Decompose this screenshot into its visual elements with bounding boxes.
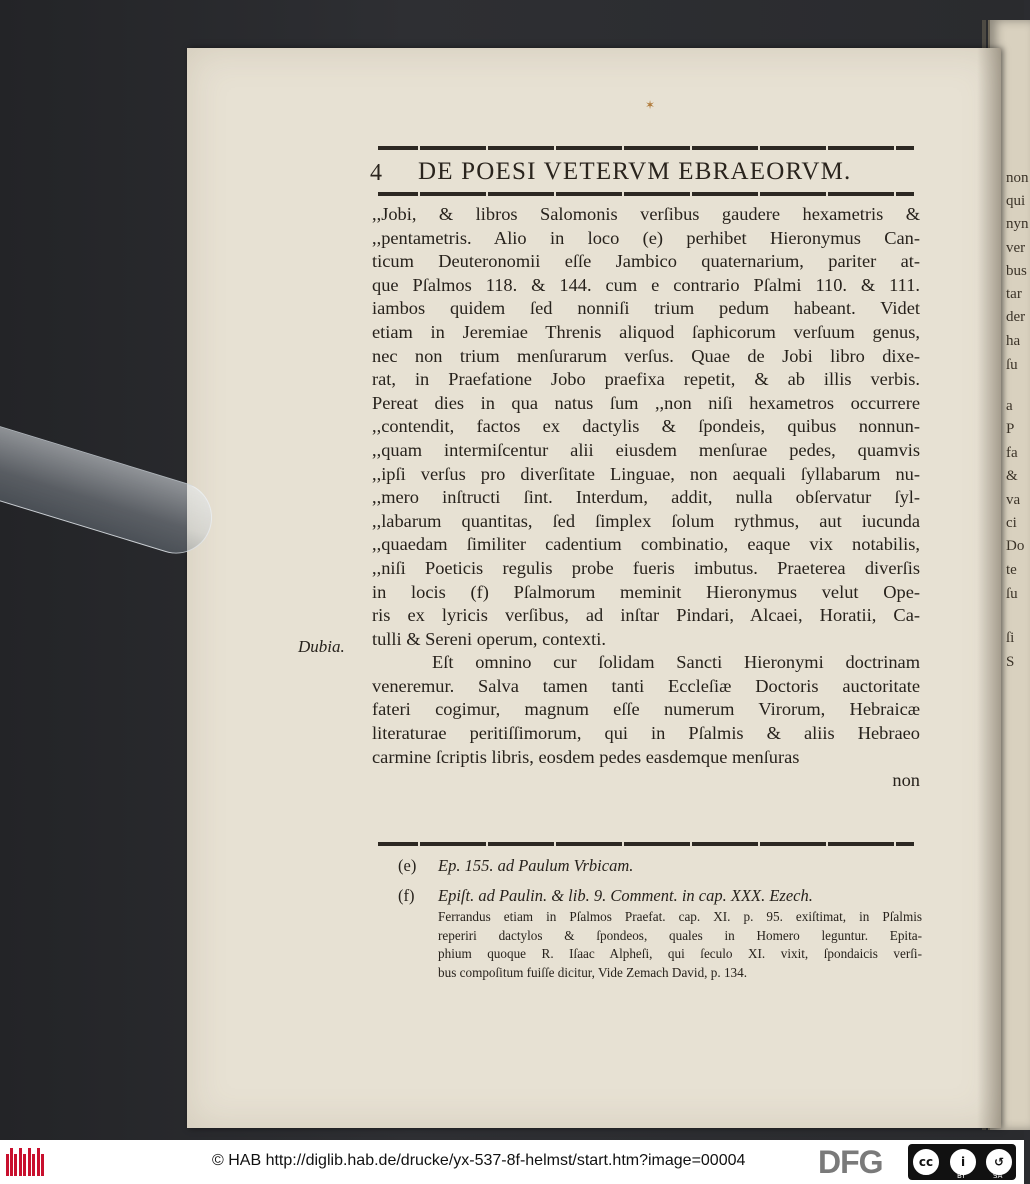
text-line: ticum Deuteronomii eſſe Jambico quaternarium, pariter at- — [372, 251, 920, 272]
text-line: ,,quam intermiſcentur alii eiusdem menſurae pedes, quamvis — [372, 439, 920, 460]
hab-logo-bar — [19, 1148, 22, 1176]
adjacent-page-fragment: ſi — [1006, 630, 1015, 646]
footnote-line: Ferrandus etiam in Pſalmos Praefat. cap. XI. p. 95. exiſtimat, in Pſalmis — [438, 909, 922, 924]
footnote-f-body — [398, 908, 922, 982]
text-line: ,,contendit, factos ex dactylis & ſpondeis, quibus nonnun- — [372, 416, 920, 437]
footer-credit-link[interactable]: © HAB http://diglib.hab.de/drucke/yx-537-8f-helmst/start.htm?image=00004 — [212, 1152, 746, 1169]
text-line: rat, in Praefatione Jobo praefixa repetit, & ab illis verbis. — [372, 369, 920, 390]
adjacent-page-fragment: ha — [1006, 333, 1021, 349]
adjacent-page-fragment: P — [1006, 421, 1015, 437]
text-line: fateri cogimur, magnum eſſe numerum Virorum, Hebraicæ — [372, 699, 920, 720]
text-line: carmine ſcriptis libris, eosdem pedes easdemque menſuras — [372, 746, 800, 767]
text-line: iambos quidem ſed nonniſi trium pedum habeant. Videt — [372, 298, 920, 319]
sa-label: SA — [993, 1172, 1003, 1180]
adjacent-page-fragment: qui — [1006, 193, 1026, 209]
paper-stain: ✶ — [645, 98, 656, 112]
adjacent-page-fragment: bus — [1006, 263, 1027, 279]
text-line: tulli & Sereni operum, contexti. — [372, 628, 606, 649]
hab-logo-bar — [41, 1154, 44, 1176]
text-line: in locis (f) Pſalmorum meminit Hieronymus velut Ope- — [372, 581, 920, 602]
adjacent-page-fragment: ci — [1006, 515, 1017, 531]
cc-license-badge[interactable] — [908, 1144, 1016, 1180]
dfg-logo[interactable]: DFG — [818, 1144, 883, 1180]
adjacent-page-fragment: te — [1006, 562, 1017, 578]
text-line: nec non trium menſurarum verſus. Quae de Jobi libro dixe- — [372, 345, 920, 366]
adjacent-page-fragment: Do — [1006, 538, 1025, 554]
adjacent-page-fragment: ſu — [1006, 357, 1018, 373]
text-line: ,,ipſi verſus pro diverſitate Linguae, non aequali ſyllabarum nu- — [372, 463, 920, 484]
adjacent-page-fragment: va — [1006, 492, 1021, 508]
hab-logo-bar — [23, 1154, 26, 1176]
footer-bar — [0, 1140, 1024, 1184]
adjacent-page-fragment: fa — [1006, 445, 1018, 461]
text-line: literaturae peritiſſimorum, qui in Pſalmis & aliis Hebraeo — [372, 723, 920, 744]
text-line: ris ex lyricis verſibus, ad inſtar Pindari, Alcaei, Horatii, Ca- — [372, 605, 920, 626]
text-line: ,,niſi Poeticis regulis probe fueris imbutus. Praeterea diverſis — [372, 557, 920, 578]
cc-icon: cc — [911, 1147, 941, 1177]
text-line: Eſt omnino cur ſolidam Sancti Hieronymi doctrinam — [432, 652, 920, 673]
text-line: que Pſalmos 118. & 144. cum e contrario Pſalmi 110. & 111. — [372, 274, 920, 295]
hab-logo-icon — [6, 1148, 46, 1176]
hab-logo-bar — [6, 1154, 9, 1176]
text-line: veneremur. Salva tamen tanti Eccleſiæ Doctoris auctoritate — [372, 675, 920, 696]
running-head — [370, 158, 920, 192]
running-head-title: DE POESI VETERVM EBRAEORVM. — [418, 158, 852, 185]
footnote-line: reperiri dactylos & ſpondeos, quales in Homero leguntur. Epita- — [438, 927, 922, 943]
footnote-e: (e) Ep. 155. ad Paulum Vrbicam. — [398, 856, 634, 875]
hab-logo-bar — [32, 1154, 35, 1176]
hab-logo-bar — [10, 1148, 13, 1176]
hab-logo-bar — [14, 1154, 17, 1176]
text-line: ,,labarum quantitas, ſed ſimplex ſolum rythmus, aut iucunda — [372, 510, 920, 531]
text-line: ,,quaedam ſimiliter cadentium combinatio, eaque vix notabilis, — [372, 534, 920, 555]
text-line: ,,mero inſtructi ſint. Interdum, addit, nulla obſervatur ſyl- — [372, 487, 920, 508]
head-rule-bottom — [378, 192, 914, 196]
adjacent-page-fragment: ſu — [1006, 586, 1018, 602]
main-text — [372, 203, 920, 793]
adjacent-page-fragment: S — [1006, 654, 1015, 670]
footnote-rule — [378, 842, 914, 846]
by-icon: i — [948, 1147, 978, 1177]
hab-logo-bar — [37, 1148, 40, 1176]
margin-note: Dubia. — [298, 637, 345, 656]
adjacent-page-fragment: der — [1006, 309, 1026, 325]
text-line: etiam in Jeremiae Threnis aliquod ſaphicorum verſuum genus, — [372, 321, 920, 342]
text-line: non — [892, 770, 920, 791]
adjacent-page-fragment: non — [1006, 170, 1029, 186]
footnote-line: phium quoque R. Iſaac Alpheſi, qui ſeculo XI. vixit, ſpondaicis verſi- — [438, 946, 922, 962]
adjacent-page-fragment: tar — [1006, 286, 1022, 302]
footnote-f: (f) Epiſt. ad Paulin. & lib. 9. Comment. in cap. XXX. Ezech. — [398, 886, 813, 905]
head-rule-top — [378, 146, 914, 150]
hab-logo-bar — [28, 1148, 31, 1176]
text-line: ,,Jobi, & libros Salomonis verſibus gaudere hexametris & — [372, 204, 920, 224]
footnote-line: bus compoſitum fuiſſe dicitur, Vide Zemach David, p. 134. — [438, 964, 748, 980]
text-line: ,,pentametris. Alio in loco (e) perhibet Hieronymus Can- — [372, 227, 920, 248]
footnotes — [398, 856, 922, 982]
text-line: Pereat dies in qua natus ſum ,,non niſi hexametros occurrere — [372, 392, 920, 413]
adjacent-page-fragment: & — [1006, 468, 1018, 484]
sa-icon: ↺ — [984, 1147, 1014, 1177]
by-label: BY — [957, 1172, 966, 1180]
adjacent-page-fragment: nyn — [1006, 216, 1029, 232]
adjacent-page-fragment: ver — [1006, 240, 1026, 256]
page-number: 4 — [370, 160, 382, 186]
adjacent-page-fragment: a — [1006, 398, 1013, 414]
